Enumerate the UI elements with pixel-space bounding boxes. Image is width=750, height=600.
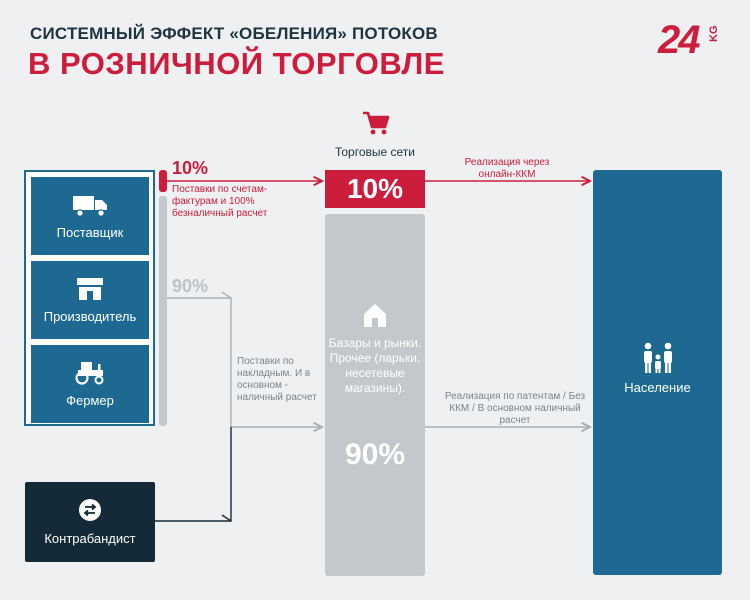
exchange-icon [79, 499, 101, 521]
logo: 24 [658, 18, 699, 62]
page-subtitle: СИСТЕМНЫЙ ЭФФЕКТ «ОБЕЛЕНИЯ» ПОТОКОВ [30, 24, 438, 43]
supplier-box [31, 177, 149, 255]
smuggler-tick [222, 515, 231, 521]
red-flow-note: Поставки по счетам-фактурам и 100% безналичный расчет [172, 184, 268, 219]
retail-percent: 10% [325, 170, 425, 208]
sources-panel [24, 170, 155, 426]
online-note: Реализация через онлайн-ККМ [464, 157, 550, 180]
share-bar-red [159, 170, 167, 192]
store-icon [76, 277, 104, 301]
logo-suffix: KG [708, 25, 720, 42]
gray-flow-note: Поставки по накладным. И в основном - наличный расчет [237, 356, 317, 403]
bazaar-percent: 90% [344, 438, 406, 471]
smuggler-label: Контрабандист [44, 531, 136, 546]
truck-icon [72, 195, 108, 217]
bazaar-box [325, 214, 425, 576]
farmer-box [31, 345, 149, 423]
gray-flow-percent: 90% [172, 276, 209, 296]
gray-tick [222, 292, 231, 298]
cart-icon [362, 110, 390, 136]
farmer-label: Фермер [66, 393, 114, 408]
red-flow-percent: 10% [172, 158, 209, 178]
population-box [593, 170, 722, 575]
smuggler-flow-line [155, 427, 231, 521]
family-icon [641, 342, 675, 374]
bazaar-text: Базары и рынки. Прочее (ларьки, несетевые магазины). [328, 336, 422, 395]
producer-label: Производитель [43, 309, 137, 324]
smuggler-box [25, 482, 155, 562]
supplier-label: Поставщик [56, 225, 124, 240]
house-icon [362, 302, 388, 328]
share-bar-gray [159, 196, 167, 426]
patent-note: Реализация по патентам / Без ККМ / В основном наличный расчет [444, 391, 586, 426]
page-title: В РОЗНИЧНОЙ ТОРГОВЛЕ [28, 46, 445, 81]
retail-label: Торговые сети [334, 145, 415, 159]
population-label: Население [624, 380, 691, 395]
producer-box [31, 261, 149, 339]
tractor-icon [73, 359, 107, 385]
